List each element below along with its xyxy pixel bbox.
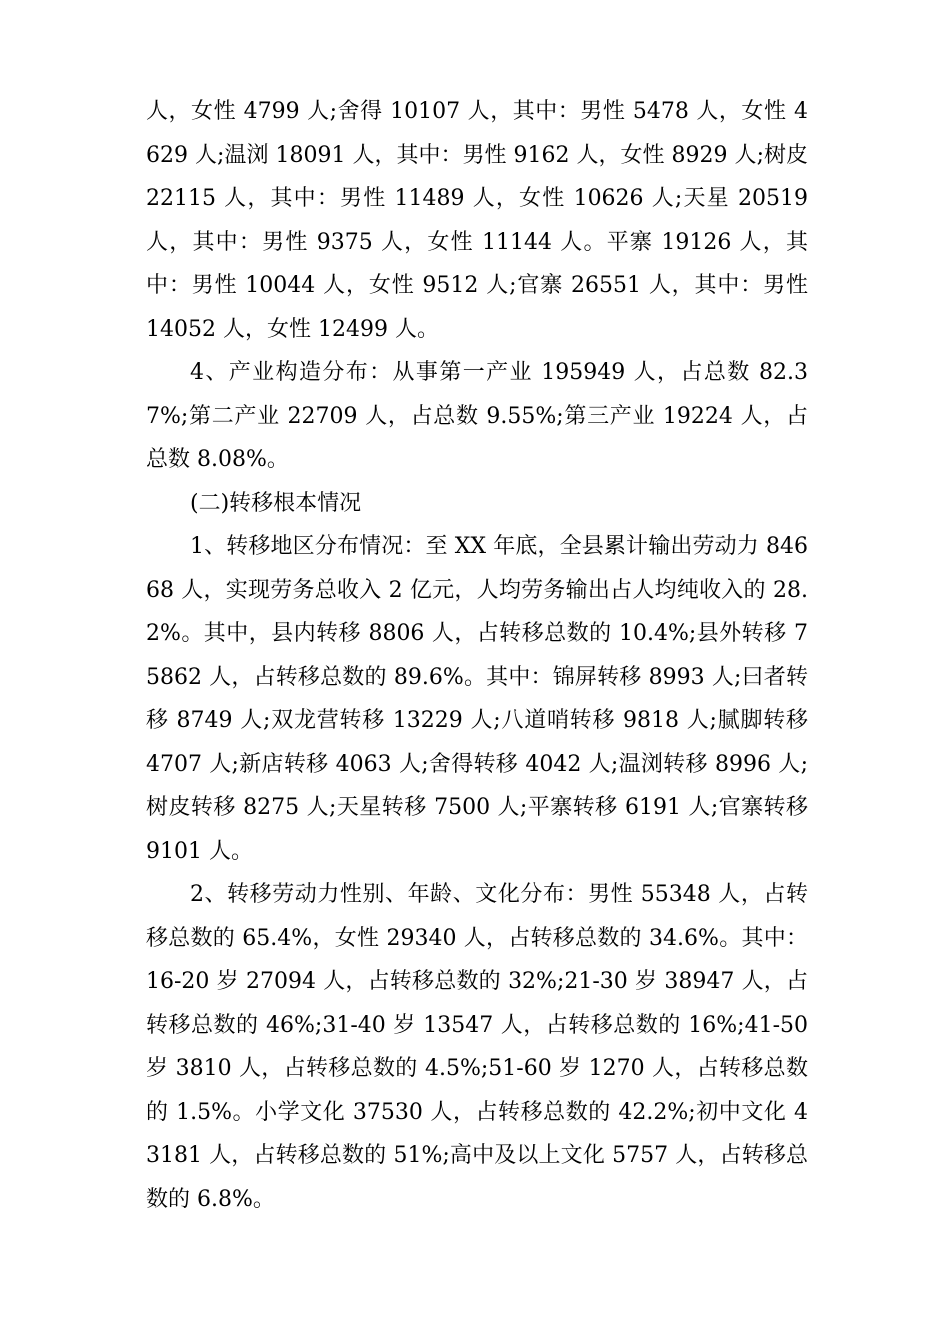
document-page bbox=[146, 90, 808, 1221]
paragraph-town-gender-continued: 人，女性 4799 人;舍得 10107 人，其中：男性 5478 人，女性 4629 人;温浏 18091 人，其中：男性 9162 人，女性 8929 人;树皮 22115 人，其中：男性 11489 人，女性 10626 人;天星 20519 人，其中：男性 9375 人，女性 11144 人。平寨 19126 人，其中：男性 10044 人，女性 9512 人;官寨 26551 人，其中：男性 14052 人，女性 12499 人。 bbox=[146, 99, 808, 342]
section-heading-transfer-basics: (二)转移根本情况 bbox=[190, 490, 362, 516]
paragraph-transfer-regions: 1、转移地区分布情况：至 XX 年底，全县累计输出劳动力 84668 人，实现劳务总收入 2 亿元，人均劳务输出占人均纯收入的 28.2%。其中，县内转移 8806 人，占转移总数的 10.4%;县外转移 75862 人，占转移总数的 89.6%。其中：锦屏转移 8993 人;曰者转移 8749 人;双龙营转移 13229 人;八道哨转移 9818 人;腻脚转移 4707 人;新店转移 4063 人;舍得转移 4042 人;温浏转移 8996 人;树皮转移 8275 人;天星转移 7500 人;平寨转移 6191 人;官寨转移 9101 人。 bbox=[146, 534, 808, 864]
paragraph-industry-structure: 4、产业构造分布：从事第一产业 195949 人，占总数 82.37%;第二产业 22709 人，占总数 9.55%;第三产业 19224 人，占总数 8.08%。 bbox=[146, 360, 808, 472]
paragraph-transfer-demographics: 2、转移劳动力性别、年龄、文化分布：男性 55348 人，占转移总数的 65.4%，女性 29340 人，占转移总数的 34.6%。其中：16-20 岁 27094 人，占转移总数的 32%;21-30 岁 38947 人，占转移总数的 46%;31-40 岁 13547 人，占转移总数的 16%;41-50 岁 3810 人，占转移总数的 4.5%;51-60 岁 1270 人，占转移总数的 1.5%。小学文化 37530 人，占转移总数的 42.2%;初中文化 43181 人，占转移总数的 51%;高中及以上文化 5757 人，占转移总数的 6.8%。 bbox=[146, 882, 808, 1212]
